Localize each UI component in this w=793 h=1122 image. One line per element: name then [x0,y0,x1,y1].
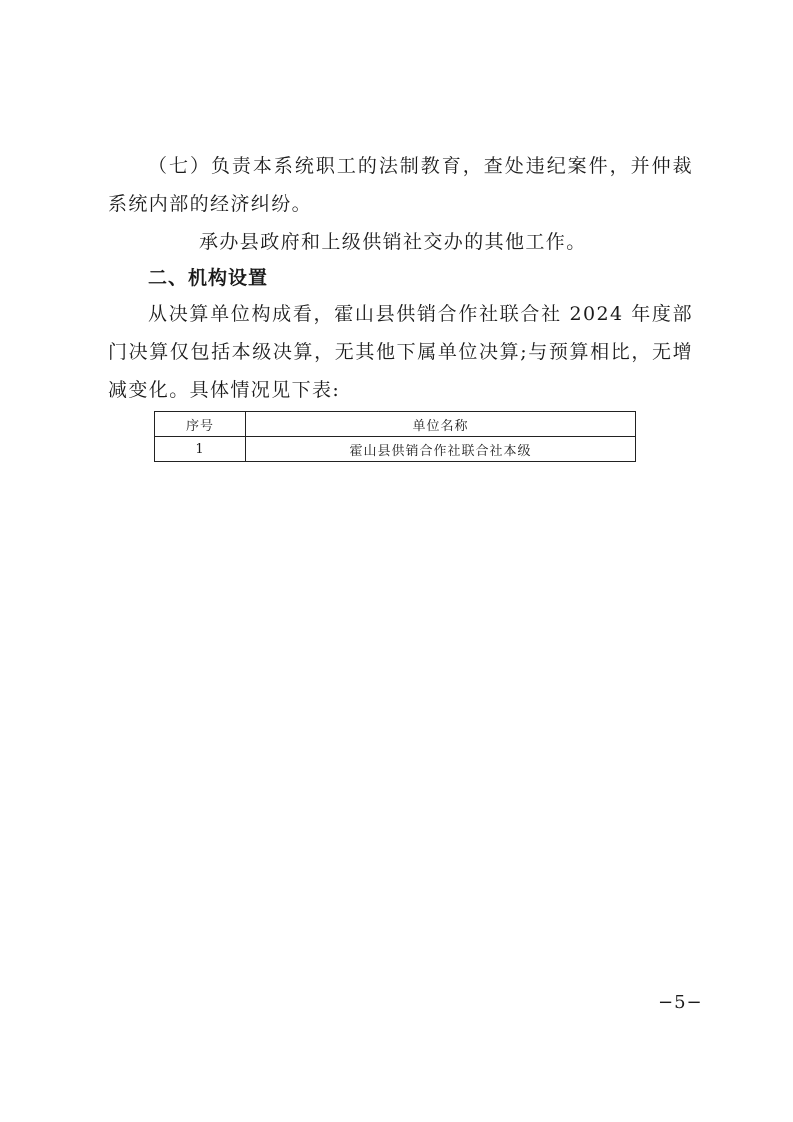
cell-serial: 1 [155,437,246,462]
paragraph-item-7: （七）负责本系统职工的法制教育，查处违纪案件，并仲裁系统内部的经济纠纷。 [108,155,693,215]
table-header-row [155,412,636,437]
unit-table [154,411,636,462]
column-header-unit-name: 单位名称 [246,412,636,437]
section-heading-organization: 二、机构设置 [148,267,269,289]
table-row [155,437,636,462]
page-number: −5− [658,992,703,1013]
paragraph-item-8: 承办县政府和上级供销社交办的其他工作。 [199,231,587,253]
column-header-serial: 序号 [155,412,246,437]
cell-unit-name: 霍山县供销合作社联合社本级 [246,437,636,462]
paragraph-organization-body: 从决算单位构成看，霍山县供销合作社联合社 2024 年度部门决算仅包括本级决算，无其他下属单位决算;与预算相比，无增减变化。具体情况见下表: [108,303,693,401]
